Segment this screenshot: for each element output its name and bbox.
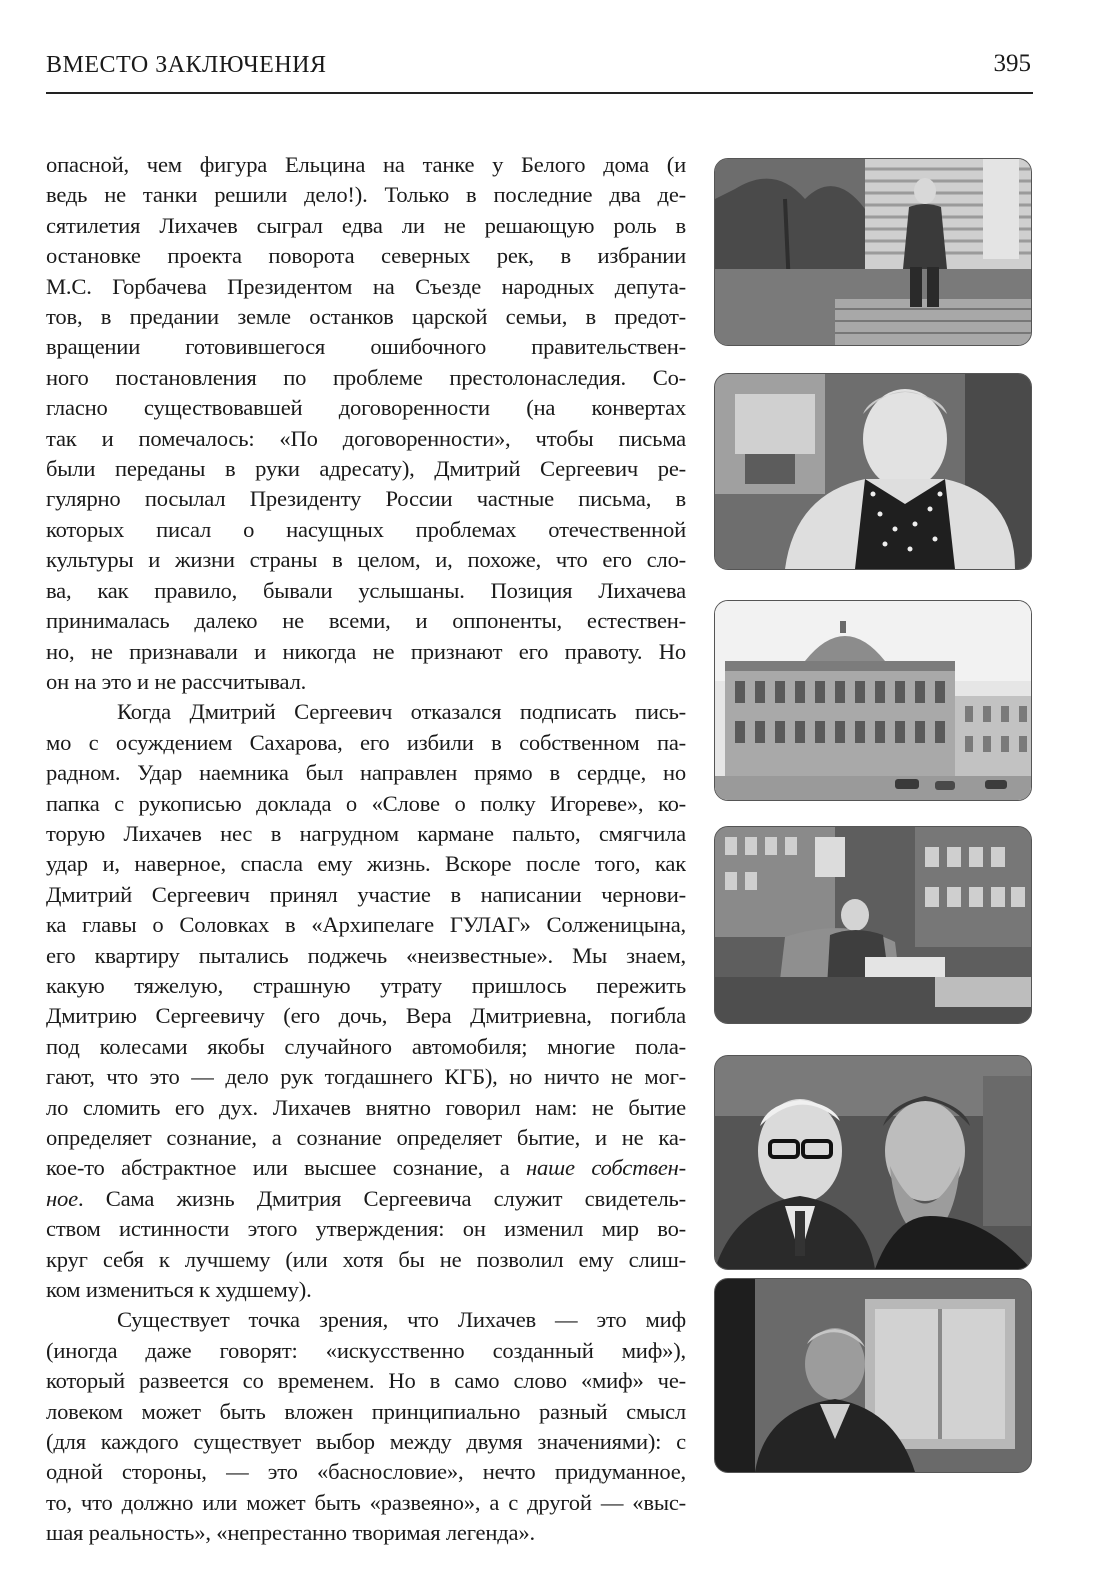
photo-man-writing-at-desk <box>714 826 1032 1024</box>
text-line: М.С. Горбачева Президентом на Съезде народных депута- <box>46 273 686 299</box>
photo-man-by-window <box>714 1278 1032 1473</box>
text-line: (для каждого существует выбор между двумя значениями): с <box>46 1429 686 1455</box>
text-line: шая реальность», «непрестанно творимая легенда». <box>46 1520 535 1546</box>
text-line: Когда Дмитрий Сергеевич отказался подписать пись- <box>117 699 686 725</box>
text-line: Дмитрию Сергеевичу (его дочь, Вера Дмитриевна, погибла <box>46 1003 686 1029</box>
text-line <box>46 1184 686 1214</box>
text-line: были переданы в руки адресату), Дмитрий Сергеевич ре- <box>46 456 686 482</box>
text-line: тов, в предании земле останков царской семьи, в предот- <box>46 304 686 330</box>
text-line: какую тяжелую, страшную утрату пришлось пережить <box>46 972 686 998</box>
text-line: ва, как правило, бывали услышаны. Позиция Лихачева <box>46 577 686 603</box>
photo-theatre-building <box>714 600 1032 801</box>
text-line: удар и, наверное, спасла ему жизнь. Вскоре после того, как <box>46 851 686 877</box>
page-number: 395 <box>993 50 1031 77</box>
text-line: ством истинности этого утверждения: он изменил мир во- <box>46 1216 686 1242</box>
text-line: мо с осуждением Сахарова, его избили в собственном па- <box>46 729 686 755</box>
text-line: опасной, чем фигура Ельцина на танке у Белого дома (и <box>46 152 686 177</box>
italic-phrase: наше собствен- <box>526 1155 686 1181</box>
photo-elderly-woman <box>714 373 1032 570</box>
text-line: гласно существовавшей договоренности (на конвертах <box>46 395 686 421</box>
text-line: ка главы о Соловках в «Архипелаге ГУЛАГ» Солженицына, <box>46 912 686 938</box>
text-line: так и помечалось: «По договоренности», чтобы письма <box>46 425 686 451</box>
text-line: (иногда даже говорят: «искусственно созданный миф»), <box>46 1337 686 1363</box>
text-line: круг себя к лучшему (или хотя бы не позволил ему слиш- <box>46 1246 686 1272</box>
text-line: вращении готовившегося ошибочного правительствен- <box>46 334 686 360</box>
text-line: сятилетия Лихачев сыграл едва ли не решающую роль в <box>46 212 686 238</box>
text-line: папка с рукописью доклада о «Слове о полку Игореве», ко- <box>46 790 686 816</box>
text-line: остановке проекта поворота северных рек, в избрании <box>46 243 686 269</box>
text-line: Существует точка зрения, что Лихачев — это миф <box>117 1307 686 1333</box>
text-line: ком измениться к худшему). <box>46 1277 312 1303</box>
text-line: ного постановления по проблеме престолонаследия. Со- <box>46 364 686 390</box>
text-line: определяет сознание, а сознание определяет бытие, и не ка- <box>46 1125 686 1150</box>
text-line: торую Лихачев нес в нагрудном кармане пальто, смягчила <box>46 820 686 846</box>
body-text <box>46 150 686 1549</box>
text-line: то, что должно или может быть «развеяно», а с другой — «выс- <box>46 1489 686 1515</box>
photo-man-on-porch <box>714 158 1032 346</box>
text-line: его квартиру пытались поджечь «неизвестные». Мы знаем, <box>46 942 686 968</box>
text-line: он на это и не рассчитывал. <box>46 668 307 694</box>
text-segment: . Сама жизнь Дмитрия Сергеевича служит свидетель- <box>77 1185 686 1211</box>
text-line: принималась далеко не всеми, и оппоненты, естествен- <box>46 608 686 634</box>
text-line: Дмитрий Сергеевич принял участие в написании чернови- <box>46 881 686 907</box>
text-line: гулярно посылал Президенту России частные письма, в <box>46 486 686 512</box>
text-line: одной стороны, — это «баснословие», нечто придуманное, <box>46 1459 686 1485</box>
text-line: ло сломить его дух. Лихачев внятно говорил нам: не бытие <box>46 1094 686 1120</box>
text-segment: кое-то абстрактное или высшее сознание, а <box>46 1155 527 1181</box>
italic-phrase: ное <box>46 1185 78 1211</box>
text-line: гают, что это — дело рук тогдашнего КГБ), но ничто не мог- <box>46 1064 686 1090</box>
text-line: под колесами якобы случайного автомобиля; многие пола- <box>46 1033 686 1059</box>
text-line: радном. Удар наемника был направлен прямо в сердце, но <box>46 760 686 786</box>
text-line: но, не признавали и никогда не признают его правоту. Но <box>46 638 686 664</box>
text-line: который развеется со временем. Но в само слово «миф» че- <box>46 1368 686 1394</box>
running-header <box>46 50 1033 94</box>
text-line: ловеком может быть вложен принципиально разный смысл <box>46 1398 686 1424</box>
text-line: которых писал о насущных проблемах отечественной <box>46 516 686 542</box>
text-line: ведь не танки решили дело!). Только в последние два де- <box>46 182 686 208</box>
chapter-title: ВМЕСТО ЗАКЛЮЧЕНИЯ <box>46 52 327 78</box>
text-line: культуры и жизни страны в целом, и, похоже, что его сло- <box>46 547 686 573</box>
text-line <box>46 1153 686 1183</box>
photo-two-men-conversing <box>714 1055 1032 1270</box>
